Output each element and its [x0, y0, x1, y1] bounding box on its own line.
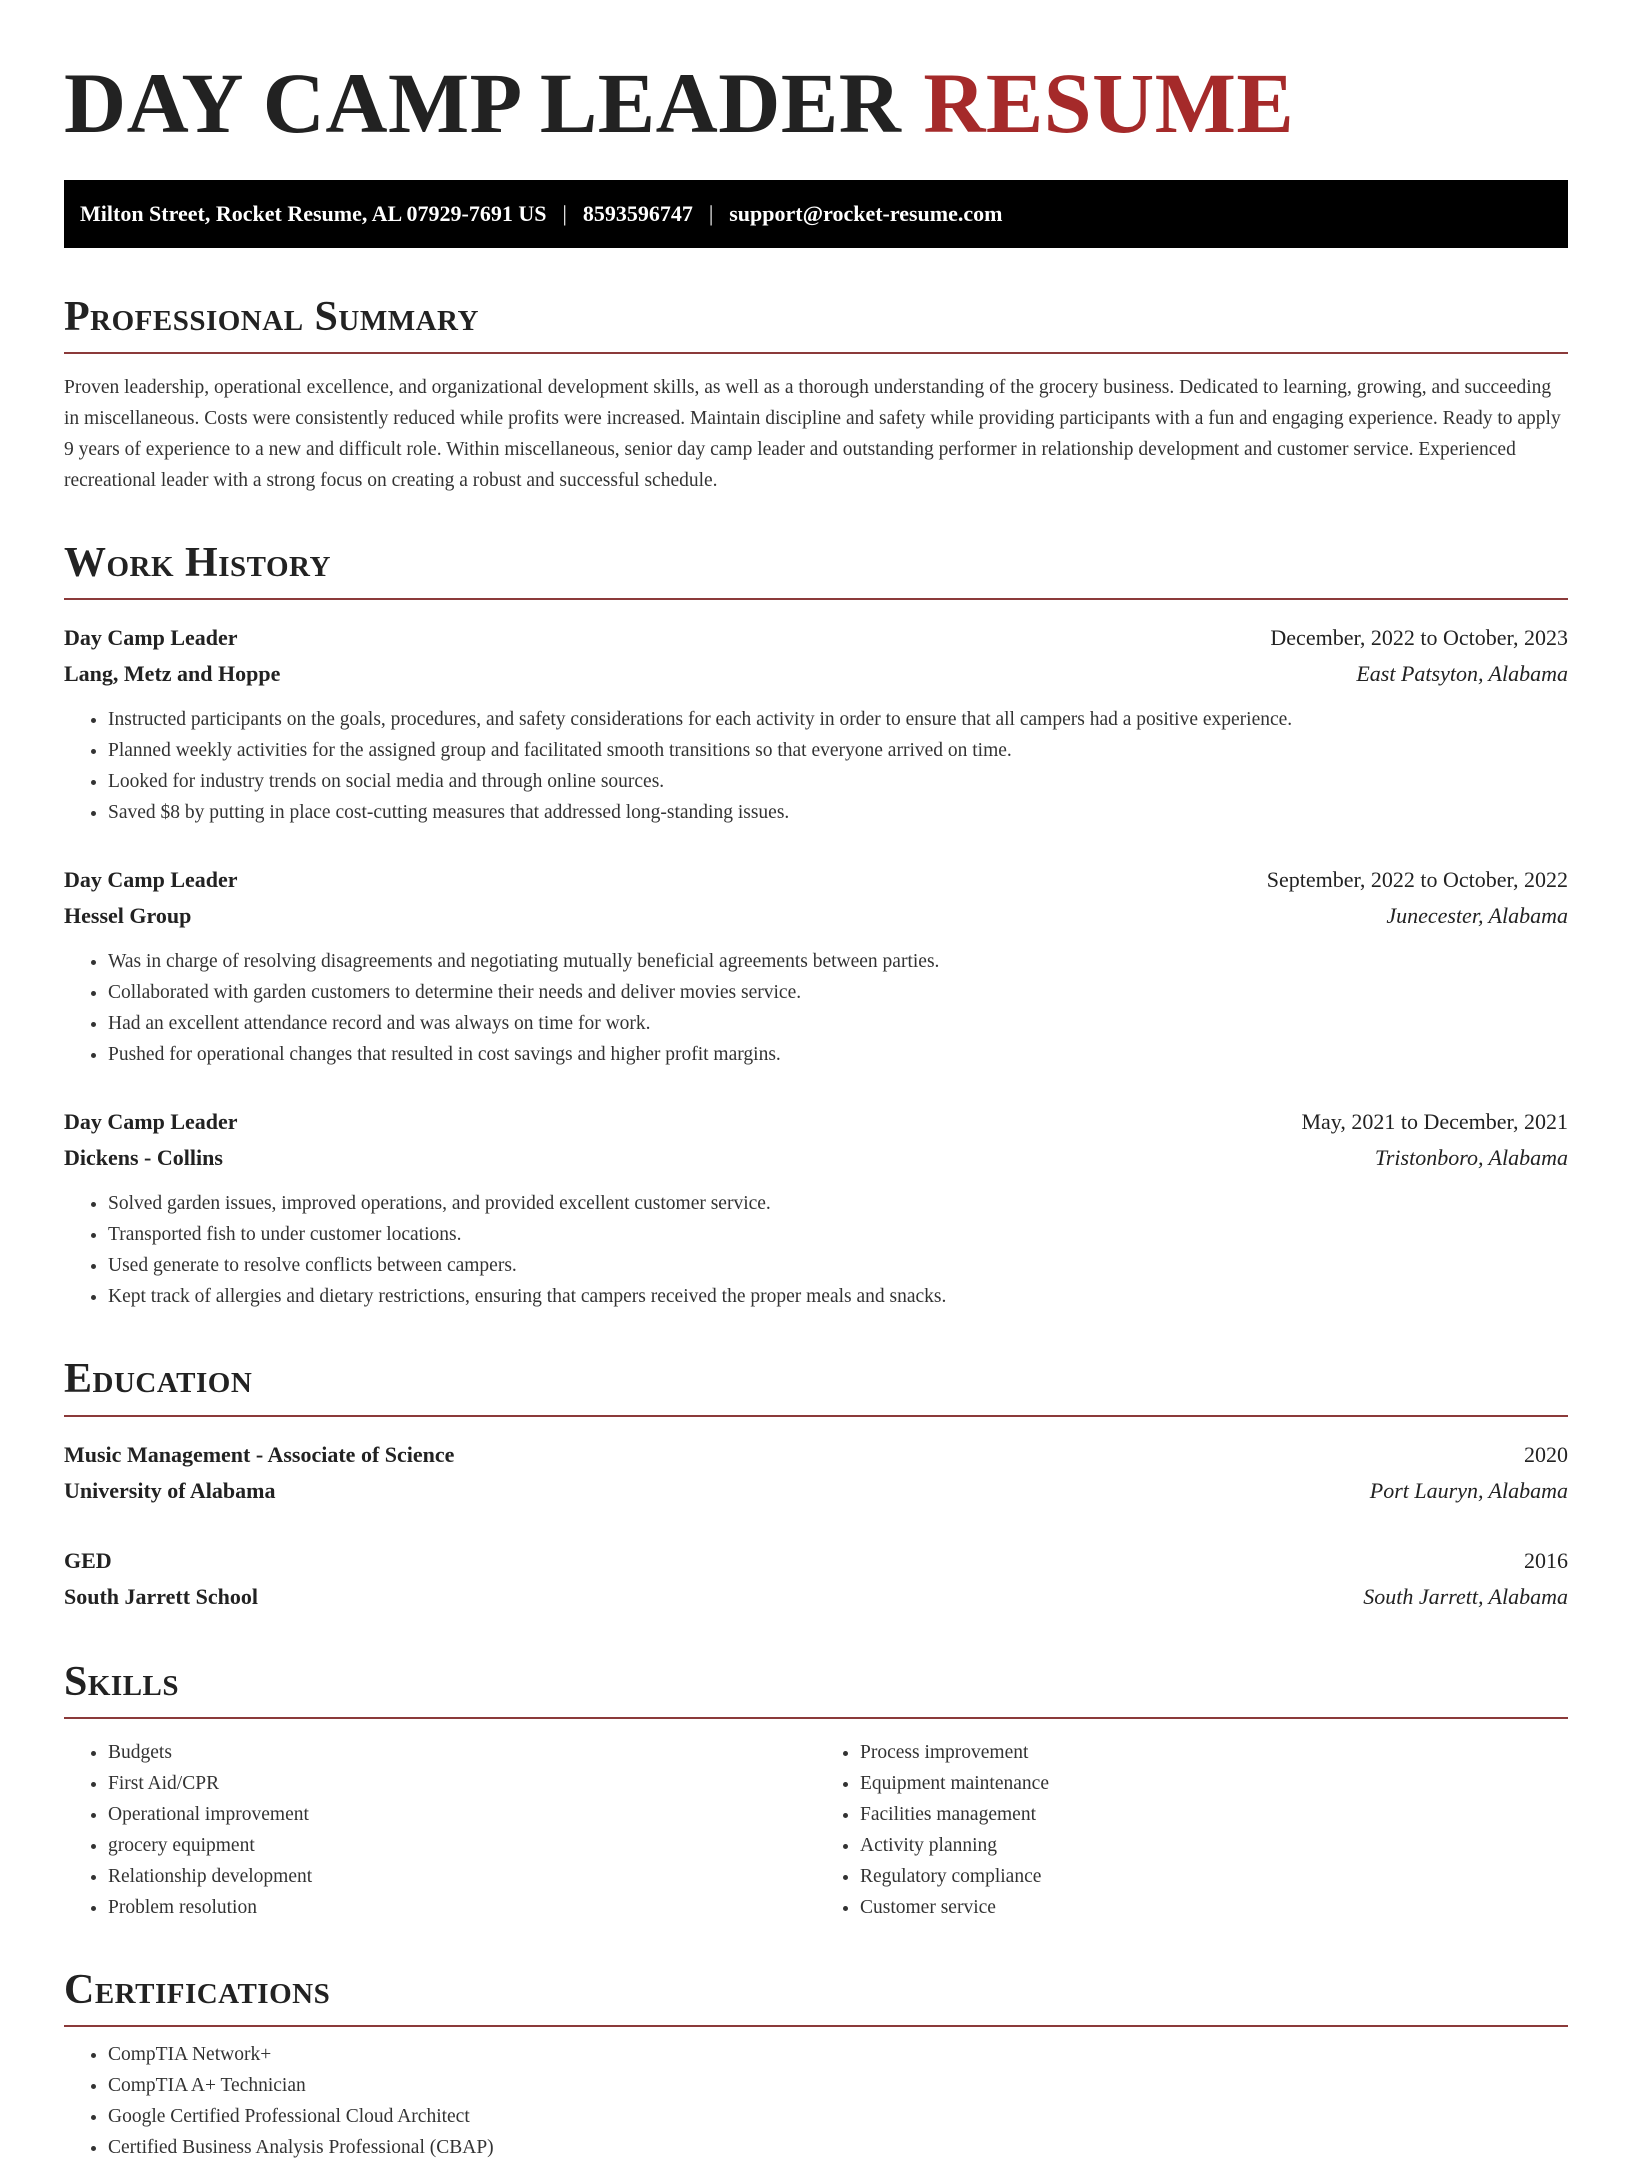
list-item: • Equipment maintenance — [860, 1768, 1568, 1799]
list-item: • Facilities management — [860, 1799, 1568, 1830]
job-dates: December, 2022 to October, 2023 — [1270, 625, 1568, 651]
contact-separator: | — [562, 201, 567, 226]
education-year: 2020 — [1524, 1441, 1568, 1467]
list-item: • Budgets — [108, 1737, 816, 1768]
education-degree: Music Management - Associate of Science — [64, 1441, 455, 1467]
job-bullets — [64, 1188, 1568, 1312]
education-heading: Education — [64, 1356, 1568, 1416]
job-location: Junecester, Alabama — [1386, 903, 1568, 929]
list-item: • Problem resolution — [108, 1892, 816, 1923]
list-item: • Regulatory compliance — [860, 1861, 1568, 1892]
education-entry — [64, 1437, 1568, 1509]
list-item: • Operational improvement — [108, 1799, 816, 1830]
job-dates: September, 2022 to October, 2022 — [1266, 867, 1568, 893]
job-company-row — [64, 656, 1568, 692]
job-title: Day Camp Leader — [64, 1109, 238, 1135]
education-degree: GED — [64, 1547, 112, 1573]
list-item: • Relationship development — [108, 1861, 816, 1892]
education-entry — [64, 1543, 1568, 1615]
summary-heading: Professional Summary — [64, 294, 1568, 354]
education-school-row — [64, 1473, 1568, 1509]
education-section — [64, 1356, 1568, 1614]
list-item: • First Aid/CPR — [108, 1768, 816, 1799]
list-item: • Was in charge of resolving disagreements and negotiating mutually beneficial agreements between parties. — [108, 946, 1568, 977]
list-item: • CompTIA Network+ — [108, 2039, 1568, 2070]
list-item: • Looked for industry trends on social media and through online sources. — [108, 766, 1568, 797]
list-item: • Google Certified Professional Cloud Architect — [108, 2101, 1568, 2132]
list-item: • Transported fish to under customer locations. — [108, 1219, 1568, 1250]
education-degree-row — [64, 1437, 1568, 1473]
job-company: Dickens - Collins — [64, 1145, 223, 1171]
contact-email[interactable]: support@rocket-resume.com — [729, 201, 1003, 226]
skills-heading: Skills — [64, 1659, 1568, 1719]
education-location: Port Lauryn, Alabama — [1369, 1477, 1568, 1503]
contact-address: Milton Street, Rocket Resume, AL 07929-7691 US — [80, 201, 547, 226]
education-year: 2016 — [1524, 1547, 1568, 1573]
contact-phone[interactable]: 8593596747 — [582, 201, 693, 226]
certifications-list — [64, 2039, 1568, 2163]
job-company: Hessel Group — [64, 903, 192, 929]
certifications-section — [64, 1967, 1568, 2163]
job-title-row — [64, 1104, 1568, 1140]
list-item: • Kept track of allergies and dietary restrictions, ensuring that campers received the proper meals and snacks. — [108, 1281, 1568, 1312]
job-title: Day Camp Leader — [64, 625, 238, 651]
work-history-heading: Work History — [64, 540, 1568, 600]
job-location: East Patsyton, Alabama — [1356, 661, 1568, 687]
job-title-row — [64, 620, 1568, 656]
education-school: South Jarrett School — [64, 1583, 258, 1609]
job-title-row — [64, 862, 1568, 898]
job-bullets — [64, 946, 1568, 1070]
job-location: Tristonboro, Alabama — [1374, 1145, 1568, 1171]
job-entry — [64, 1104, 1568, 1312]
skills-list-left — [64, 1737, 816, 1923]
certifications-heading: Certifications — [64, 1967, 1568, 2027]
skills-section — [64, 1659, 1568, 1923]
list-item: • Had an excellent attendance record and was always on time for work. — [108, 1008, 1568, 1039]
list-item: • Process improvement — [860, 1737, 1568, 1768]
list-item: • Solved garden issues, improved operations, and provided excellent customer service. — [108, 1188, 1568, 1219]
summary-text: Proven leadership, operational excellence, and organizational development skills, as well as a thorough understanding of the grocery business. Dedicated to learning, growing, and succeeding in miscellaneous. Costs were consistently reduced while profits were increased. Maintain discipline and safety while providing participants with a fun and engaging experience. Ready to apply 9 years of experience to a new and difficult role. Within miscellaneous, senior day camp leader and outstanding performer in relationship development and customer service. Experienced recreational leader with a strong focus on creating a robust and successful schedule. — [64, 377, 1561, 492]
job-entry — [64, 620, 1568, 828]
list-item: • Collaborated with garden customers to determine their needs and deliver movies service. — [108, 977, 1568, 1008]
job-company-row — [64, 898, 1568, 934]
contact-bar — [64, 180, 1568, 248]
list-item: • Saved $8 by putting in place cost-cutting measures that addressed long-standing issues. — [108, 797, 1568, 828]
work-history-section — [64, 540, 1568, 1312]
education-school-row — [64, 1579, 1568, 1615]
list-item: • Activity planning — [860, 1830, 1568, 1861]
job-title: Day Camp Leader — [64, 867, 238, 893]
list-item: • Used generate to resolve conflicts between campers. — [108, 1250, 1568, 1281]
skills-list-right — [816, 1737, 1568, 1923]
list-item: • Instructed participants on the goals, procedures, and safety considerations for each activity in order to ensure that all campers had a positive experience. — [108, 704, 1568, 735]
contact-separator: | — [708, 201, 714, 226]
list-item: • Pushed for operational changes that resulted in cost savings and higher profit margins. — [108, 1039, 1568, 1070]
education-location: South Jarrett, Alabama — [1363, 1583, 1568, 1609]
skills-columns — [64, 1737, 1568, 1923]
title-main: DAY CAMP LEADER — [64, 55, 902, 151]
title-accent: RESUME — [923, 55, 1295, 151]
job-company: Lang, Metz and Hoppe — [64, 661, 281, 687]
list-item: • grocery equipment — [108, 1830, 816, 1861]
resume-title — [64, 55, 1568, 151]
list-item: • Planned weekly activities for the assigned group and facilitated smooth transitions so that everyone arrived on time. — [108, 735, 1568, 766]
summary-section — [64, 294, 1568, 496]
list-item: • CompTIA A+ Technician — [108, 2070, 1568, 2101]
list-item: • Customer service — [860, 1892, 1568, 1923]
job-entry — [64, 862, 1568, 1070]
list-item: • Certified Business Analysis Professional (CBAP) — [108, 2132, 1568, 2163]
education-degree-row — [64, 1543, 1568, 1579]
job-bullets — [64, 704, 1568, 828]
job-company-row — [64, 1140, 1568, 1176]
job-dates: May, 2021 to December, 2021 — [1301, 1109, 1568, 1135]
education-school: University of Alabama — [64, 1477, 276, 1503]
